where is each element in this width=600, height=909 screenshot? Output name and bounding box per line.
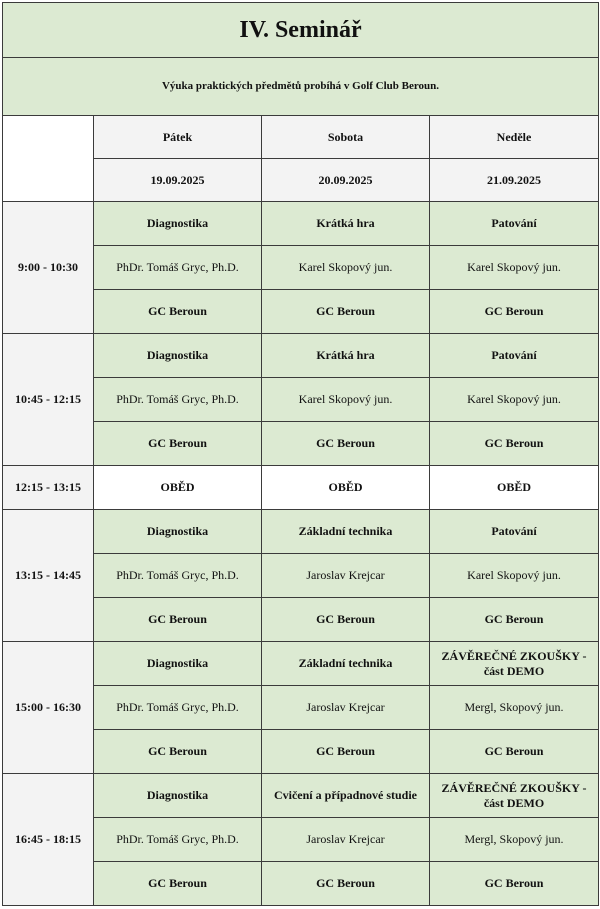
instructor-cell: Jaroslav Krejcar xyxy=(262,818,430,862)
schedule-table xyxy=(2,2,599,906)
venue-cell: GC Beroun xyxy=(430,862,599,906)
time-slot: 12:15 - 13:15 xyxy=(3,466,94,510)
time-slot: 10:45 - 12:15 xyxy=(3,334,94,466)
instructor-cell: Karel Skopový jun. xyxy=(262,246,430,290)
instructor-cell: Mergl, Skopový jun. xyxy=(430,818,599,862)
day-header-saturday: Sobota xyxy=(262,116,430,159)
subject-cell: Patování xyxy=(430,510,599,554)
corner-cell xyxy=(3,116,94,202)
venue-cell: GC Beroun xyxy=(262,598,430,642)
instructor-cell: Karel Skopový jun. xyxy=(430,246,599,290)
lunch-cell: OBĚD xyxy=(94,466,262,510)
subject-cell: Krátká hra xyxy=(262,334,430,378)
venue-cell: GC Beroun xyxy=(430,422,599,466)
instructor-cell: Mergl, Skopový jun. xyxy=(430,686,599,730)
venue-cell: GC Beroun xyxy=(430,598,599,642)
subject-cell: Základní technika xyxy=(262,510,430,554)
subject-cell: Patování xyxy=(430,334,599,378)
subject-cell: Cvičení a případnové studie xyxy=(262,774,430,818)
instructor-cell: PhDr. Tomáš Gryc, Ph.D. xyxy=(94,378,262,422)
time-slot: 13:15 - 14:45 xyxy=(3,510,94,642)
subject-cell: ZÁVĚREČNÉ ZKOUŠKY - část DEMO xyxy=(430,642,599,686)
venue-cell: GC Beroun xyxy=(262,862,430,906)
subject-cell: Diagnostika xyxy=(94,642,262,686)
lunch-cell: OBĚD xyxy=(430,466,599,510)
date-saturday: 20.09.2025 xyxy=(262,159,430,202)
subject-cell: Krátká hra xyxy=(262,202,430,246)
venue-cell: GC Beroun xyxy=(94,598,262,642)
instructor-cell: Karel Skopový jun. xyxy=(430,554,599,598)
schedule-document xyxy=(2,2,598,906)
venue-cell: GC Beroun xyxy=(94,862,262,906)
instructor-cell: Jaroslav Krejcar xyxy=(262,686,430,730)
subject-cell: Patování xyxy=(430,202,599,246)
instructor-cell: PhDr. Tomáš Gryc, Ph.D. xyxy=(94,818,262,862)
time-slot: 16:45 - 18:15 xyxy=(3,774,94,906)
instructor-cell: Karel Skopový jun. xyxy=(262,378,430,422)
lunch-cell: OBĚD xyxy=(262,466,430,510)
instructor-cell: PhDr. Tomáš Gryc, Ph.D. xyxy=(94,246,262,290)
subject-cell: ZÁVĚREČNÉ ZKOUŠKY - část DEMO xyxy=(430,774,599,818)
venue-cell: GC Beroun xyxy=(94,290,262,334)
instructor-cell: Karel Skopový jun. xyxy=(430,378,599,422)
venue-cell: GC Beroun xyxy=(94,422,262,466)
time-slot: 9:00 - 10:30 xyxy=(3,202,94,334)
location-note: Výuka praktických předmětů probíhá v Golf Club Beroun. xyxy=(3,58,599,116)
venue-cell: GC Beroun xyxy=(262,290,430,334)
subject-cell: Základní technika xyxy=(262,642,430,686)
venue-cell: GC Beroun xyxy=(430,730,599,774)
time-slot: 15:00 - 16:30 xyxy=(3,642,94,774)
venue-cell: GC Beroun xyxy=(94,730,262,774)
subject-cell: Diagnostika xyxy=(94,774,262,818)
instructor-cell: Jaroslav Krejcar xyxy=(262,554,430,598)
subject-cell: Diagnostika xyxy=(94,334,262,378)
subject-cell: Diagnostika xyxy=(94,202,262,246)
instructor-cell: PhDr. Tomáš Gryc, Ph.D. xyxy=(94,686,262,730)
venue-cell: GC Beroun xyxy=(430,290,599,334)
day-header-sunday: Neděle xyxy=(430,116,599,159)
subject-cell: Diagnostika xyxy=(94,510,262,554)
date-friday: 19.09.2025 xyxy=(94,159,262,202)
day-header-friday: Pátek xyxy=(94,116,262,159)
instructor-cell: PhDr. Tomáš Gryc, Ph.D. xyxy=(94,554,262,598)
date-sunday: 21.09.2025 xyxy=(430,159,599,202)
page-title: IV. Seminář xyxy=(3,3,599,58)
venue-cell: GC Beroun xyxy=(262,730,430,774)
venue-cell: GC Beroun xyxy=(262,422,430,466)
